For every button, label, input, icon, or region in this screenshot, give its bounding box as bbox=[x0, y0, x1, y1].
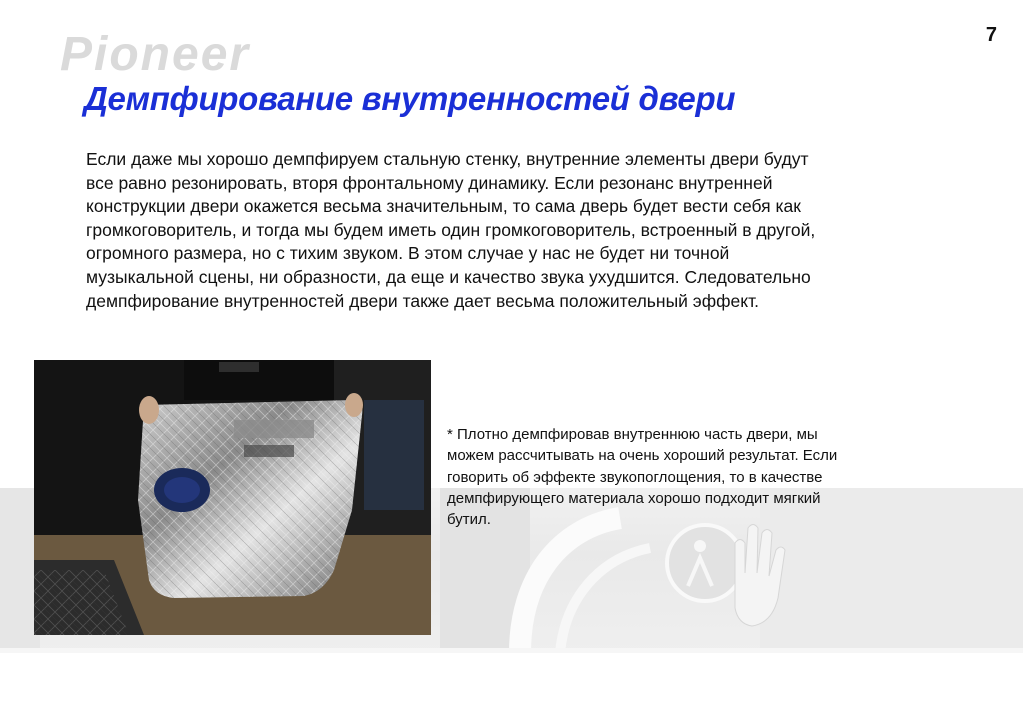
caption-line: демпфирующего материала хорошо подходит мягкий bbox=[447, 489, 821, 507]
body-line: все равно резонировать, вторя фронтальному динамику. Если резонанс внутренней bbox=[86, 172, 773, 193]
pioneer-logo bbox=[60, 30, 330, 78]
svg-text:Pioneer: Pioneer bbox=[60, 30, 251, 78]
body-line: демпфирование внутренностей двери также дает весьма положительный эффект. bbox=[86, 290, 760, 311]
body-line: конструкции двери окажется весьма значительным, то сама дверь будет вести себя как bbox=[86, 196, 801, 217]
body-line: громкоговоритель, и тогда мы будем иметь один громкоговоритель, встроенный в другой, bbox=[86, 219, 816, 240]
body-paragraph bbox=[86, 148, 986, 313]
body-line: огромного размера, но с тихим звуком. В этом случае у нас не будет ни точной bbox=[86, 243, 730, 264]
door-photo-illustration bbox=[34, 360, 431, 635]
photo-caption bbox=[447, 424, 947, 530]
caption-line: можем рассчитывать на очень хороший результат. Если bbox=[447, 447, 838, 465]
body-line: Если даже мы хорошо демпфируем стальную стенку, внутренние элементы двери будут bbox=[86, 149, 809, 169]
page-title: Демпфирование внутренностей двери bbox=[84, 80, 736, 117]
page-number: 7 bbox=[985, 24, 997, 46]
door-damping-photo bbox=[34, 360, 431, 635]
caption-line: * Плотно демпфировав внутреннюю часть двери, мы bbox=[447, 426, 818, 443]
body-line: музыкальной сцены, ни образности, да еще и качество звука ухудшится. Следовательно bbox=[86, 266, 811, 287]
caption-line: говорить об эффекте звукопоглощения, то в качестве bbox=[447, 468, 823, 486]
caption-line: бутил. bbox=[447, 511, 491, 529]
